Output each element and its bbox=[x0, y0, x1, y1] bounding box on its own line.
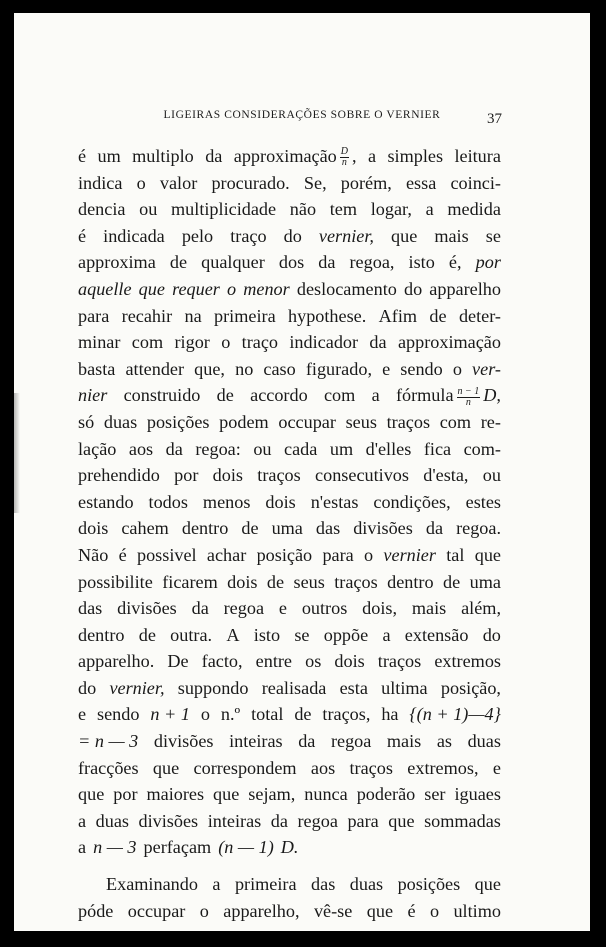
word: porém, bbox=[340, 172, 392, 193]
text-line bbox=[78, 781, 501, 808]
word: é, bbox=[448, 252, 462, 273]
text-line bbox=[78, 755, 501, 782]
word: pelo bbox=[181, 225, 214, 246]
word: primeira bbox=[234, 874, 297, 895]
word: duas bbox=[349, 874, 384, 895]
word: entre bbox=[255, 651, 293, 672]
word: se bbox=[485, 225, 501, 246]
text-line bbox=[78, 223, 501, 250]
word: para bbox=[322, 544, 354, 565]
word: de bbox=[169, 252, 188, 273]
word: da bbox=[318, 252, 336, 273]
word: accordo bbox=[250, 385, 308, 406]
word: {(n + 1)—4} bbox=[409, 704, 501, 725]
text-line bbox=[78, 170, 501, 197]
word: facto, bbox=[201, 651, 243, 672]
word: cada bbox=[284, 438, 318, 459]
word: um bbox=[97, 146, 121, 166]
word: apparelho. bbox=[78, 651, 155, 672]
fraction bbox=[340, 147, 349, 168]
word: Se, bbox=[303, 172, 327, 193]
book-page bbox=[14, 13, 590, 931]
text-line bbox=[78, 382, 501, 409]
text-line bbox=[78, 701, 501, 728]
word: seus bbox=[345, 411, 377, 432]
text-line bbox=[78, 436, 501, 463]
word: regoa: bbox=[195, 438, 241, 459]
word: é bbox=[78, 146, 87, 166]
word: além, bbox=[461, 598, 501, 619]
word: n.º bbox=[220, 704, 241, 725]
word: deter- bbox=[458, 305, 501, 326]
word: o bbox=[199, 900, 209, 921]
word: duas bbox=[103, 411, 138, 432]
word: posições bbox=[146, 411, 210, 432]
word: vê-se bbox=[313, 900, 353, 921]
word: ser bbox=[424, 784, 446, 805]
word: tem bbox=[329, 199, 358, 220]
word: dois, bbox=[362, 598, 398, 619]
scan-binding-shadow bbox=[14, 393, 20, 513]
word: ultima bbox=[381, 677, 428, 698]
word: perfaçam bbox=[143, 837, 212, 858]
word: traços bbox=[386, 411, 431, 432]
word: indica bbox=[78, 172, 123, 193]
word: se bbox=[294, 624, 310, 645]
word: a bbox=[78, 810, 87, 831]
word: tal bbox=[446, 544, 465, 565]
text-line bbox=[78, 898, 501, 925]
word: para bbox=[78, 305, 110, 326]
word: achar bbox=[206, 544, 247, 565]
word: attender bbox=[125, 358, 185, 379]
word: fórmula bbox=[395, 385, 454, 406]
word: dencia bbox=[78, 199, 126, 220]
word: todos bbox=[148, 491, 188, 512]
word: recahir bbox=[121, 305, 173, 326]
word: approximação bbox=[233, 146, 337, 166]
word: a bbox=[367, 146, 377, 166]
word: procurado. bbox=[211, 172, 290, 193]
word: por bbox=[113, 784, 138, 805]
word: póde bbox=[78, 900, 114, 921]
word: das bbox=[311, 874, 336, 895]
word: prehendido bbox=[78, 465, 160, 486]
word: ha bbox=[381, 704, 399, 725]
word: dois bbox=[78, 518, 109, 539]
word: fica bbox=[423, 438, 452, 459]
word: traços bbox=[377, 651, 422, 672]
word: inteiras bbox=[207, 810, 262, 831]
word: da bbox=[270, 810, 288, 831]
word: D. bbox=[280, 837, 299, 858]
word: posição, bbox=[440, 677, 501, 698]
fraction bbox=[457, 387, 481, 408]
word: e bbox=[492, 757, 501, 778]
word: duas bbox=[467, 731, 501, 752]
word: com bbox=[439, 411, 472, 432]
running-head: LIGEIRAS CONSIDERAÇÕES SOBRE O VERNIER bbox=[163, 109, 441, 121]
word: para bbox=[347, 810, 379, 831]
word: que bbox=[391, 225, 418, 246]
word: que bbox=[213, 784, 240, 805]
word: ver- bbox=[472, 358, 501, 379]
text-line bbox=[78, 834, 501, 861]
word: coinci- bbox=[450, 172, 501, 193]
word: logar, bbox=[370, 199, 412, 220]
word: outros bbox=[301, 598, 348, 619]
text-line bbox=[78, 675, 501, 702]
word: e bbox=[382, 358, 391, 379]
word: d'esta, bbox=[423, 465, 469, 486]
word: com- bbox=[463, 438, 501, 459]
word: essa bbox=[405, 172, 437, 193]
word: esta bbox=[339, 677, 368, 698]
word: regoa. bbox=[456, 518, 501, 539]
word: de bbox=[266, 571, 285, 592]
fraction-numerator: n − 1 bbox=[457, 385, 480, 397]
word: por bbox=[174, 465, 199, 486]
text-line bbox=[78, 276, 501, 303]
word: mais bbox=[434, 225, 469, 246]
word: , bbox=[352, 146, 357, 166]
word: condições, bbox=[373, 491, 451, 512]
word: multiplo bbox=[132, 146, 194, 166]
word: occupar bbox=[127, 900, 186, 921]
word: divisões bbox=[353, 518, 413, 539]
word: duas bbox=[95, 810, 129, 831]
word: que bbox=[78, 784, 105, 805]
word: regoa bbox=[223, 598, 265, 619]
word: que bbox=[366, 900, 394, 921]
word: oppõe bbox=[323, 624, 369, 645]
word: é bbox=[118, 544, 127, 565]
word: traço bbox=[230, 225, 267, 246]
word: que bbox=[388, 810, 415, 831]
word: vernier, bbox=[318, 225, 374, 246]
text-line bbox=[78, 871, 501, 898]
word: do bbox=[482, 624, 501, 645]
word: nunca bbox=[304, 784, 348, 805]
word: lação bbox=[78, 438, 117, 459]
word: approxima bbox=[78, 252, 156, 273]
word: só bbox=[78, 411, 95, 432]
body-text bbox=[78, 143, 501, 924]
word: valor bbox=[159, 172, 198, 193]
word: caso bbox=[263, 358, 296, 379]
word: do bbox=[403, 278, 423, 299]
word: Afim bbox=[378, 305, 418, 326]
word: com bbox=[323, 385, 356, 406]
word: maiores bbox=[146, 784, 205, 805]
text-line bbox=[78, 356, 501, 383]
word: do bbox=[78, 677, 97, 698]
word: D, bbox=[483, 385, 501, 406]
text-line bbox=[78, 249, 501, 276]
word: (n — 1) bbox=[218, 837, 274, 858]
word: traços, bbox=[322, 704, 371, 725]
word: divisões bbox=[153, 731, 214, 752]
word: de bbox=[294, 704, 312, 725]
word: rigor bbox=[174, 332, 210, 353]
word: uma bbox=[469, 571, 501, 592]
word: e bbox=[278, 598, 287, 619]
word: Examinando bbox=[106, 874, 198, 895]
word: correspondem bbox=[193, 757, 297, 778]
word: posição bbox=[256, 544, 313, 565]
word: iguaes bbox=[454, 784, 501, 805]
word: dos bbox=[278, 252, 305, 273]
word: dois bbox=[212, 465, 243, 486]
word: poderão bbox=[356, 784, 416, 805]
word: o bbox=[221, 332, 231, 353]
word: por bbox=[475, 252, 501, 273]
word: o bbox=[227, 278, 237, 299]
word: dois bbox=[334, 651, 365, 672]
word: ultimo bbox=[453, 900, 501, 921]
word: das bbox=[78, 598, 103, 619]
word: de bbox=[429, 305, 447, 326]
word: apparelho bbox=[429, 278, 501, 299]
word: realisada bbox=[261, 677, 327, 698]
word: que, bbox=[194, 358, 225, 379]
word: estando bbox=[78, 491, 134, 512]
word: sejam, bbox=[248, 784, 296, 805]
word: traços bbox=[257, 465, 301, 486]
word: de bbox=[443, 571, 461, 592]
word: traços bbox=[334, 571, 378, 592]
word: podem bbox=[219, 411, 269, 432]
word: estes bbox=[465, 491, 501, 512]
word: cahem bbox=[121, 518, 169, 539]
page-header bbox=[14, 109, 590, 133]
word: que bbox=[474, 544, 501, 565]
word: menos bbox=[202, 491, 251, 512]
word: mais bbox=[411, 598, 447, 619]
word: ou bbox=[139, 199, 158, 220]
word: da bbox=[369, 332, 387, 353]
fraction-denominator: n bbox=[341, 157, 347, 169]
word: n + 1 bbox=[150, 704, 190, 725]
word: ou bbox=[253, 438, 272, 459]
word: = n — 3 bbox=[78, 731, 139, 752]
word: regoa bbox=[330, 731, 372, 752]
word: menor bbox=[243, 278, 290, 299]
text-line bbox=[78, 569, 501, 596]
word: mais bbox=[386, 731, 422, 752]
word: os bbox=[305, 651, 322, 672]
word: indicador bbox=[289, 332, 359, 353]
word: possivel bbox=[136, 544, 197, 565]
fraction-numerator: D bbox=[340, 146, 349, 158]
word: a bbox=[425, 199, 434, 220]
word: sendo bbox=[97, 704, 140, 725]
word: indicada bbox=[103, 225, 165, 246]
word: da bbox=[205, 146, 223, 166]
fraction-denominator: n bbox=[465, 396, 471, 408]
word: de bbox=[216, 385, 234, 406]
word: total bbox=[251, 704, 284, 725]
word: nier bbox=[78, 385, 108, 406]
word: traço bbox=[241, 332, 279, 353]
word: aquelle bbox=[78, 278, 132, 299]
word: medida bbox=[447, 199, 501, 220]
word: a bbox=[371, 385, 380, 406]
word: De bbox=[167, 651, 189, 672]
word: basta bbox=[78, 358, 116, 379]
word: n — 3 bbox=[93, 837, 137, 858]
word: fracções bbox=[78, 757, 139, 778]
word: uma bbox=[271, 518, 303, 539]
word: primeira bbox=[214, 305, 276, 326]
word-with-fraction bbox=[396, 382, 501, 409]
word: da bbox=[298, 731, 316, 752]
text-line bbox=[78, 622, 501, 649]
word: Não bbox=[78, 544, 109, 565]
word: ou bbox=[482, 465, 501, 486]
word: n'estas bbox=[310, 491, 359, 512]
word: isto bbox=[253, 624, 281, 645]
word: o bbox=[200, 704, 210, 725]
word: dois bbox=[227, 571, 258, 592]
word: o bbox=[429, 900, 440, 921]
word: apparelho, bbox=[223, 900, 300, 921]
word: da bbox=[425, 518, 444, 539]
word: construido bbox=[123, 385, 201, 406]
word: regoa bbox=[297, 810, 338, 831]
word: da bbox=[165, 438, 183, 459]
word: de bbox=[241, 518, 259, 539]
word: do bbox=[283, 225, 302, 246]
word: que bbox=[152, 757, 180, 778]
word: simples bbox=[387, 146, 444, 166]
word: e bbox=[78, 704, 87, 725]
word: occupar bbox=[278, 411, 336, 432]
text-line bbox=[78, 143, 501, 170]
text-line bbox=[78, 409, 501, 436]
word: com bbox=[131, 332, 164, 353]
word: extensão bbox=[404, 624, 469, 645]
text-line bbox=[78, 728, 501, 755]
word: das bbox=[315, 518, 341, 539]
text-line bbox=[78, 595, 501, 622]
word: da bbox=[191, 598, 209, 619]
word: inteiras bbox=[229, 731, 283, 752]
word: regoa, bbox=[349, 252, 395, 273]
word: não bbox=[289, 199, 317, 220]
word: extremos bbox=[434, 651, 501, 672]
word: extremos, bbox=[407, 757, 479, 778]
word: o bbox=[452, 358, 462, 379]
word: leitura bbox=[454, 146, 501, 166]
word: é bbox=[407, 900, 416, 921]
word: seus bbox=[293, 571, 325, 592]
text-line bbox=[78, 542, 501, 569]
word: vernier bbox=[383, 544, 436, 565]
word: dois bbox=[265, 491, 296, 512]
word: aos bbox=[128, 438, 154, 459]
word: A bbox=[226, 624, 240, 645]
word: dentro bbox=[181, 518, 229, 539]
word: multiplicidade bbox=[171, 199, 277, 220]
word: a bbox=[78, 837, 87, 858]
text-line bbox=[78, 515, 501, 542]
word: sommadas bbox=[424, 810, 501, 831]
page-number: 37 bbox=[487, 111, 502, 127]
text-line bbox=[78, 808, 501, 835]
text-line bbox=[78, 196, 501, 223]
word: deslocamento bbox=[296, 278, 397, 299]
text-line bbox=[78, 489, 501, 516]
word: possibilite bbox=[78, 571, 153, 592]
word: ficarem bbox=[162, 571, 218, 592]
text-line bbox=[78, 648, 501, 675]
word: divisões bbox=[138, 810, 199, 831]
text-line bbox=[78, 329, 501, 356]
word: de bbox=[138, 624, 156, 645]
word: minar bbox=[78, 332, 121, 353]
word: consecutivos bbox=[315, 465, 409, 486]
word: requer bbox=[172, 278, 220, 299]
word: posições bbox=[397, 874, 461, 895]
word: o bbox=[136, 172, 146, 193]
word: qualquer bbox=[201, 252, 265, 273]
text-line bbox=[78, 462, 501, 489]
word: aos bbox=[310, 757, 336, 778]
word: divisões bbox=[117, 598, 177, 619]
word: outra. bbox=[170, 624, 213, 645]
word: no bbox=[235, 358, 254, 379]
word: o bbox=[364, 544, 374, 565]
word: figurado, bbox=[305, 358, 372, 379]
word: d'elles bbox=[365, 438, 412, 459]
word: isto bbox=[408, 252, 435, 273]
word-with-fraction bbox=[234, 143, 357, 170]
word: sendo bbox=[400, 358, 443, 379]
word: na bbox=[184, 305, 202, 326]
word: a bbox=[212, 874, 221, 895]
word: suppondo bbox=[177, 677, 249, 698]
word: a bbox=[382, 624, 391, 645]
word: vernier, bbox=[109, 677, 165, 698]
word: que bbox=[474, 874, 501, 895]
word: dentro bbox=[78, 624, 125, 645]
text-line bbox=[78, 303, 501, 330]
word: approximação bbox=[397, 332, 501, 353]
word: hypothese. bbox=[288, 305, 367, 326]
word: re- bbox=[480, 411, 501, 432]
word: que bbox=[138, 278, 165, 299]
word: um bbox=[329, 438, 354, 459]
word: as bbox=[436, 731, 452, 752]
word: é bbox=[78, 225, 87, 246]
word: dentro bbox=[387, 571, 434, 592]
word: traços bbox=[349, 757, 393, 778]
